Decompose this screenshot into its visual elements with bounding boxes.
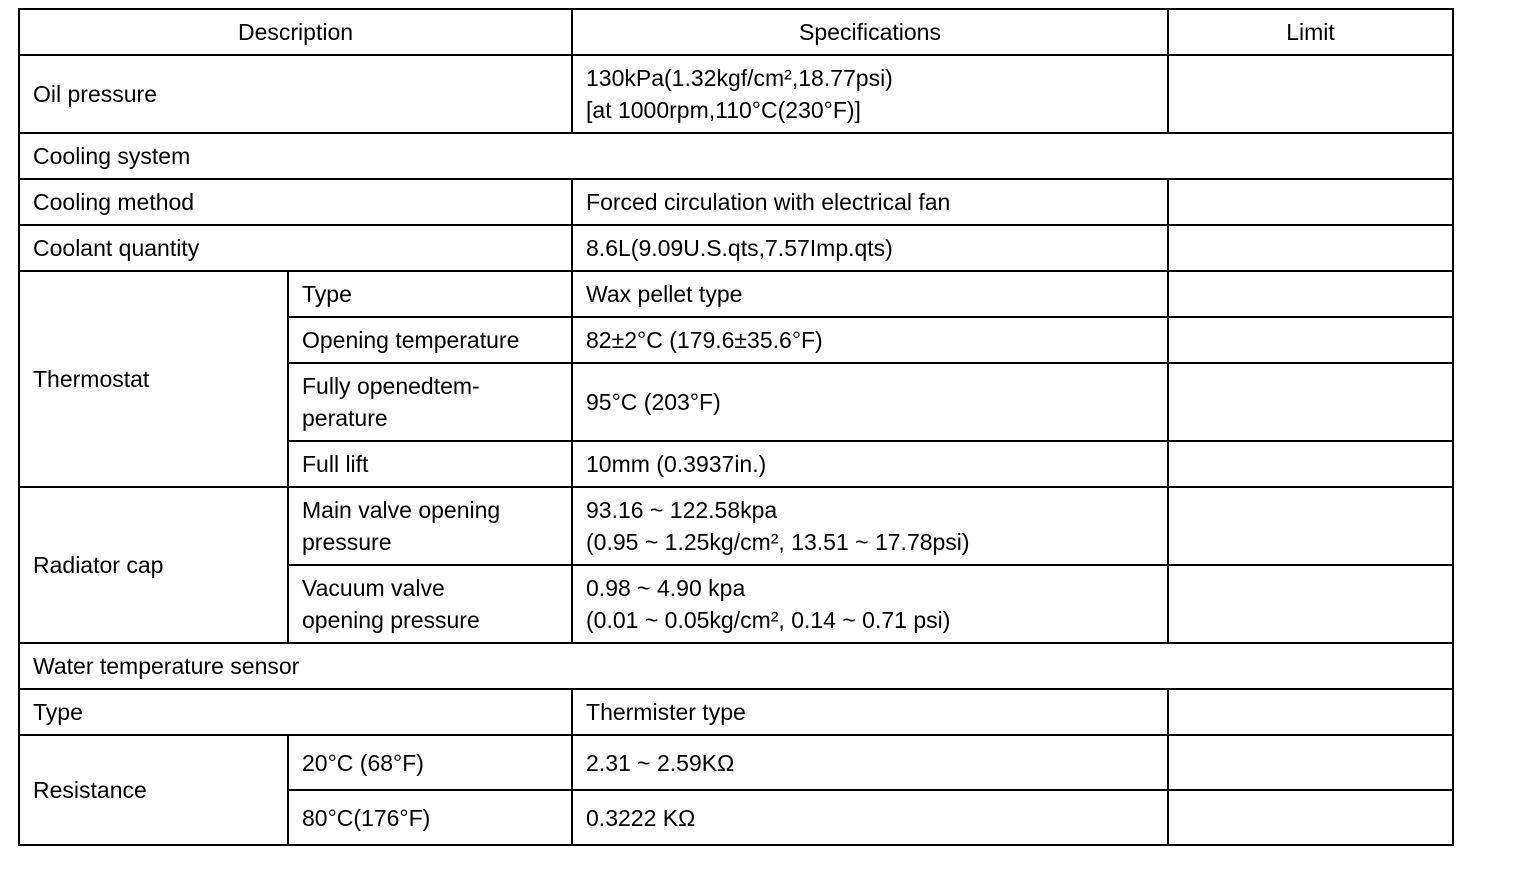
vacuum-valve-label xyxy=(288,565,572,643)
main-valve-spec-line1: 93.16 ~ 122.58kpa xyxy=(586,497,778,523)
water-temp-sensor-section-row xyxy=(19,643,1453,689)
sensor-type-label: Type xyxy=(19,689,572,735)
coolant-quantity-spec: 8.6L(9.09U.S.qts,7.57Imp.qts) xyxy=(572,225,1168,271)
thermostat-type-row xyxy=(19,271,1453,317)
cooling-system-title: Cooling system xyxy=(19,133,1453,179)
thermostat-full-lift-spec: 10mm (0.3937in.) xyxy=(572,441,1168,487)
header-description: Description xyxy=(19,9,572,55)
main-valve-label-line1: Main valve opening xyxy=(302,497,501,523)
vacuum-valve-limit xyxy=(1168,565,1453,643)
vacuum-valve-spec xyxy=(572,565,1168,643)
vacuum-valve-spec-line1: 0.98 ~ 4.90 kpa xyxy=(586,575,746,601)
coolant-quantity-row xyxy=(19,225,1453,271)
thermostat-opening-temp-spec: 82±2°C (179.6±35.6°F) xyxy=(572,317,1168,363)
main-valve-spec xyxy=(572,487,1168,565)
thermostat-type-limit xyxy=(1168,271,1453,317)
oil-pressure-spec-line1: 130kPa(1.32kgf/cm²,18.77psi) xyxy=(586,65,893,91)
main-valve-limit xyxy=(1168,487,1453,565)
thermostat-label: Thermostat xyxy=(19,271,288,487)
radiator-cap-main-valve-row xyxy=(19,487,1453,565)
vacuum-valve-label-line1: Vacuum valve xyxy=(302,575,445,601)
resistance-20c-label: 20°C (68°F) xyxy=(288,735,572,790)
resistance-label: Resistance xyxy=(19,735,288,845)
main-valve-spec-line2: (0.95 ~ 1.25kg/cm², 13.51 ~ 17.78psi) xyxy=(586,529,970,555)
cooling-method-spec: Forced circulation with electrical fan xyxy=(572,179,1168,225)
cooling-method-label: Cooling method xyxy=(19,179,572,225)
header-limit: Limit xyxy=(1168,9,1453,55)
sensor-type-spec: Thermister type xyxy=(572,689,1168,735)
thermostat-fully-opened-label-line1: Fully openedtem- xyxy=(302,373,480,399)
vacuum-valve-label-line2: opening pressure xyxy=(302,607,480,633)
thermostat-full-lift-label: Full lift xyxy=(288,441,572,487)
thermostat-full-lift-limit xyxy=(1168,441,1453,487)
thermostat-fully-opened-label-line2: perature xyxy=(302,405,388,431)
specifications-table xyxy=(18,8,1454,846)
thermostat-opening-temp-limit xyxy=(1168,317,1453,363)
oil-pressure-limit xyxy=(1168,55,1453,133)
thermostat-type-spec: Wax pellet type xyxy=(572,271,1168,317)
cooling-system-section-row xyxy=(19,133,1453,179)
coolant-quantity-label: Coolant quantity xyxy=(19,225,572,271)
resistance-20c-row xyxy=(19,735,1453,790)
thermostat-fully-opened-limit xyxy=(1168,363,1453,441)
thermostat-type-label: Type xyxy=(288,271,572,317)
resistance-80c-limit xyxy=(1168,790,1453,845)
oil-pressure-spec-line2: [at 1000rpm,110°C(230°F)] xyxy=(586,97,861,123)
oil-pressure-label: Oil pressure xyxy=(19,55,572,133)
main-valve-label xyxy=(288,487,572,565)
thermostat-fully-opened-label xyxy=(288,363,572,441)
header-row xyxy=(19,9,1453,55)
oil-pressure-row xyxy=(19,55,1453,133)
resistance-20c-spec: 2.31 ~ 2.59KΩ xyxy=(572,735,1168,790)
header-specifications: Specifications xyxy=(572,9,1168,55)
thermostat-opening-temp-label: Opening temperature xyxy=(288,317,572,363)
sensor-type-row xyxy=(19,689,1453,735)
thermostat-fully-opened-spec: 95°C (203°F) xyxy=(572,363,1168,441)
resistance-80c-spec: 0.3222 KΩ xyxy=(572,790,1168,845)
water-temp-sensor-title: Water temperature sensor xyxy=(19,643,1453,689)
cooling-method-limit xyxy=(1168,179,1453,225)
coolant-quantity-limit xyxy=(1168,225,1453,271)
cooling-method-row xyxy=(19,179,1453,225)
resistance-20c-limit xyxy=(1168,735,1453,790)
vacuum-valve-spec-line2: (0.01 ~ 0.05kg/cm², 0.14 ~ 0.71 psi) xyxy=(586,607,951,633)
main-valve-label-line2: pressure xyxy=(302,529,392,555)
radiator-cap-label: Radiator cap xyxy=(19,487,288,643)
resistance-80c-label: 80°C(176°F) xyxy=(288,790,572,845)
oil-pressure-spec xyxy=(572,55,1168,133)
sensor-type-limit xyxy=(1168,689,1453,735)
